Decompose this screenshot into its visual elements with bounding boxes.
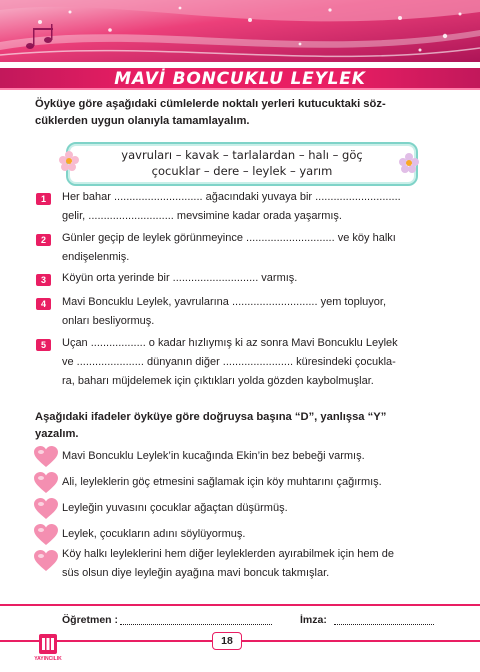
statement-5 xyxy=(62,545,432,583)
statement-line: Mavi Boncuklu Leylek’in kucağında Ekin’in bez bebeği varmış. xyxy=(62,450,365,462)
question-3 xyxy=(62,269,422,288)
heart-icon[interactable] xyxy=(34,446,58,468)
question-line: Uçan .................. o kadar hızlıymış ki az sonra Mavi Boncuklu Leylek xyxy=(62,337,398,349)
statement-line: Leylek, çocukların adını söylüyormuş. xyxy=(62,528,246,540)
word-bank-line-2: çocuklar – dere – leylek – yarım xyxy=(151,164,333,178)
question-2 xyxy=(62,229,422,267)
statement-2 xyxy=(62,473,432,492)
question-line: Mavi Boncuklu Leylek, yavrularına ............................ yem topluyor, xyxy=(62,296,387,308)
statement-line: Köy halkı leyleklerini hem diğer leyleklerden ayırabilmek için hem de xyxy=(62,548,394,560)
question-line: Köyün orta yerinde bir ............................ varmış. xyxy=(62,272,298,284)
statement-line: süs olsun diye leyleğin ayağına mavi boncuk takmışlar. xyxy=(62,567,330,579)
heart-icon[interactable] xyxy=(34,498,58,520)
teacher-signature-line[interactable] xyxy=(120,623,272,625)
question-number: 2 xyxy=(36,234,51,246)
heart-icon[interactable] xyxy=(34,524,58,546)
question-number: 4 xyxy=(36,298,51,310)
flower-icon xyxy=(58,150,80,172)
heart-icon[interactable] xyxy=(34,550,58,572)
footer-divider xyxy=(0,604,480,606)
statement-line: Ali, leyleklerin göç etmesini sağlamak için köy muhtarını çağırmış. xyxy=(62,476,382,488)
header-banner xyxy=(0,0,480,62)
question-line: onları besliyormuş. xyxy=(62,315,155,327)
statement-line: Leyleğin yuvasını çocuklar ağaçtan düşürmüş. xyxy=(62,502,288,514)
heart-icon[interactable] xyxy=(34,472,58,494)
question-line: gelir, ............................ mevsimine kadar orada yaşarmış. xyxy=(62,210,342,222)
instruction-2-line-2: yazalım. xyxy=(35,428,79,440)
instruction-1-line-1: Öyküye göre aşağıdaki cümlelerde noktalı yerleri kutucuktaki söz- xyxy=(35,98,386,110)
question-line: Günler geçip de leylek görünmeyince ............................. ve köy halkı xyxy=(62,232,396,244)
word-bank-box xyxy=(66,142,418,186)
instruction-2-line-1: Aşağıdaki ifadeler öyküye göre doğruysa başına “D”, yanlışsa “Y” xyxy=(35,411,387,423)
question-number: 1 xyxy=(36,193,51,205)
question-number: 3 xyxy=(36,274,51,286)
question-1 xyxy=(62,188,422,226)
question-line: Her bahar ............................. ağacındaki yuvaya bir ............................ xyxy=(62,191,401,203)
instruction-2 xyxy=(35,409,435,443)
statement-1 xyxy=(62,447,432,466)
publisher-name: YAYINCILIK xyxy=(34,656,62,662)
word-bank-line-1: yavruları – kavak – tarlalardan – halı – göç xyxy=(121,148,363,162)
publisher-logo xyxy=(35,632,61,668)
statement-4 xyxy=(62,525,432,544)
question-number: 5 xyxy=(36,339,51,351)
page-number: 18 xyxy=(212,632,242,650)
teacher-label: Öğretmen : xyxy=(62,614,119,626)
question-line: ra, baharı müjdelemek için çıktıkları yolda gözden kaybolmuşlar. xyxy=(62,375,374,387)
signature-label: İmza: xyxy=(300,614,327,626)
instruction-1-line-2: cüklerden uygun olanıyla tamamlayalım. xyxy=(35,115,250,127)
instruction-1 xyxy=(35,96,435,130)
question-line: ve ...................... dünyanın diğer ....................... küresindeki çocukla- xyxy=(62,356,396,368)
question-4 xyxy=(62,293,422,331)
question-5 xyxy=(62,334,422,391)
signature-line[interactable] xyxy=(334,623,434,625)
statement-3 xyxy=(62,499,432,518)
question-line: endişelenmiş. xyxy=(62,251,130,263)
page-title: MAVİ BONCUKLU LEYLEK xyxy=(114,69,366,89)
flower-icon xyxy=(398,152,420,174)
